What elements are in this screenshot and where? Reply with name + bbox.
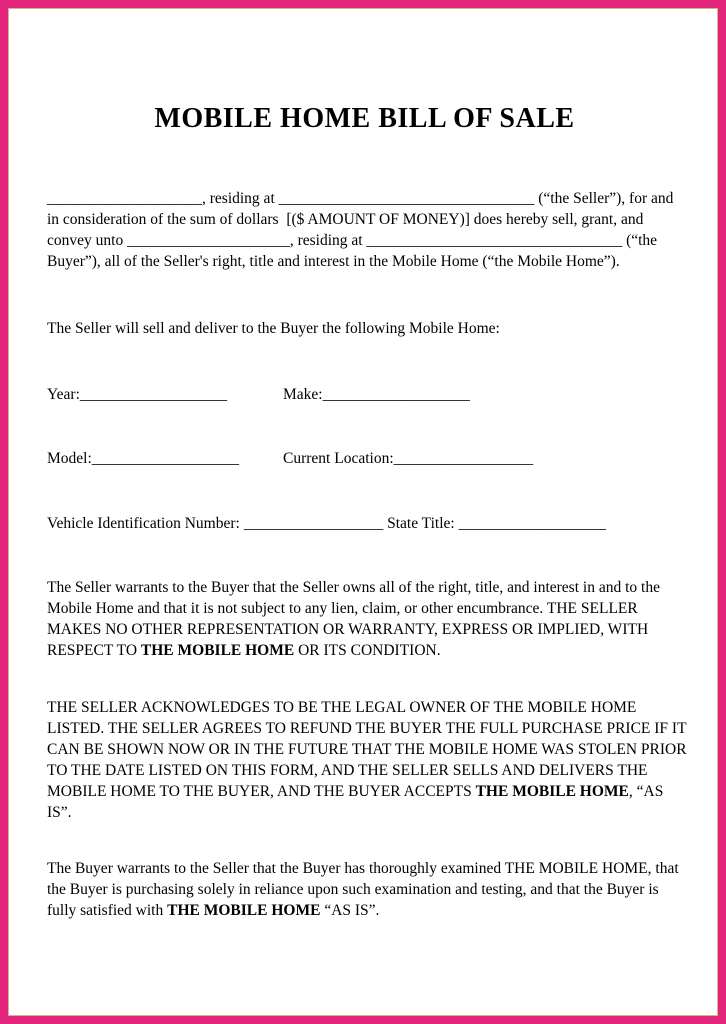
- acknowledgement-text: , “AS: [628, 783, 664, 800]
- model-field: [47, 448, 283, 469]
- buyer-name-blank[interactable]: _____________________: [127, 232, 290, 249]
- intro-line-1: [47, 188, 682, 209]
- field-row-year-make: [47, 384, 682, 405]
- location-label: Current Location:: [283, 450, 394, 467]
- intro-paragraph: [47, 188, 682, 272]
- state-title-label: State Title:: [387, 515, 459, 532]
- warranty-line-2: Mobile Home and that it is not subject to any lien, claim, or other encumbrance. THE SELLER: [47, 600, 638, 617]
- seller-address-blank[interactable]: _________________________________: [278, 190, 535, 207]
- location-blank[interactable]: __________________: [393, 450, 534, 467]
- buyer-warranty-line-1: The Buyer warrants to the Seller that the Buyer has thoroughly examined THE MOBILE HOME, that: [47, 860, 679, 877]
- intro-text: , residing at: [289, 232, 367, 249]
- acknowledgement-line-1: THE SELLER ACKNOWLEDGES TO BE THE LEGAL OWNER OF THE MOBILE HOME: [47, 699, 637, 716]
- buyer-warranty-text: “AS IS”.: [320, 902, 380, 919]
- acknowledgement-line-5: [47, 781, 682, 802]
- deliver-line: The Seller will sell and deliver to the Buyer the following Mobile Home:: [47, 320, 500, 337]
- intro-text: (“the Seller”), for and: [534, 190, 674, 207]
- buyer-address-blank[interactable]: _________________________________: [366, 232, 623, 249]
- warranty-line-1: The Seller warrants to the Buyer that the Seller owns all of the right, title, and interest in and to the: [47, 579, 660, 596]
- intro-text: (“the: [622, 232, 658, 249]
- vin-label: Vehicle Identification Number:: [47, 515, 244, 532]
- field-row-model-location: [47, 448, 682, 469]
- warranty-text: RESPECT TO: [47, 642, 141, 659]
- make-field: [283, 384, 470, 405]
- model-blank[interactable]: ___________________: [91, 450, 240, 467]
- model-label: Model:: [47, 450, 92, 467]
- field-row-vin-statetitle: [47, 513, 682, 534]
- acknowledgement-line-2: LISTED. THE SELLER AGREES TO REFUND THE BUYER THE FULL PURCHASE PRICE IF IT: [47, 720, 687, 737]
- state-title-blank[interactable]: ___________________: [458, 515, 606, 532]
- year-label: Year:: [47, 386, 80, 403]
- warranty-line-3: MAKES NO OTHER REPRESENTATION OR WARRANTY, EXPRESS OR IMPLIED, WITH: [47, 621, 649, 638]
- vin-blank[interactable]: __________________: [243, 515, 384, 532]
- acknowledgement-bold-phrase: THE MOBILE HOME: [475, 783, 629, 800]
- acknowledgement-text: MOBILE HOME TO THE BUYER, AND THE BUYER ACCEPTS: [47, 783, 476, 800]
- buyer-warranty-text: fully satisfied with: [47, 902, 168, 919]
- warranty-paragraph: [47, 577, 682, 661]
- acknowledgement-line-3: CAN BE SHOWN NOW OR IN THE FUTURE THAT THE MOBILE HOME WAS STOLEN PRIOR: [47, 741, 687, 758]
- warranty-text: OR ITS CONDITION.: [294, 642, 441, 659]
- acknowledgement-line-4: TO THE DATE LISTED ON THIS FORM, AND THE SELLER SELLS AND DELIVERS THE: [47, 762, 648, 779]
- location-field: [283, 448, 533, 469]
- year-blank[interactable]: ___________________: [79, 386, 228, 403]
- warranty-bold-phrase: THE MOBILE HOME: [140, 642, 295, 659]
- intro-text: , residing at: [202, 190, 279, 207]
- warranty-line-4: [47, 640, 682, 661]
- intro-line-4: Buyer”), all of the Seller's right, title and interest in the Mobile Home (“the Mobile Home”).: [47, 253, 620, 270]
- seller-name-blank[interactable]: ____________________: [47, 190, 202, 207]
- acknowledgement-paragraph: [47, 697, 687, 823]
- make-label: Make:: [283, 386, 323, 403]
- intro-line-3: [47, 230, 682, 251]
- buyer-warranty-line-3: [47, 900, 682, 921]
- buyer-warranty-paragraph: [47, 858, 682, 921]
- buyer-warranty-line-2: the Buyer is purchasing solely in reliance upon such examination and testing, and that the Buyer is: [47, 881, 659, 898]
- page-title: MOBILE HOME BILL OF SALE: [154, 103, 575, 134]
- make-blank[interactable]: ___________________: [322, 386, 470, 403]
- buyer-warranty-bold-phrase: THE MOBILE HOME: [167, 902, 321, 919]
- year-field: [47, 384, 283, 405]
- vin-field: [47, 513, 606, 534]
- document-page: [8, 103, 718, 1024]
- intro-text: convey unto: [47, 232, 128, 249]
- acknowledgement-line-6: IS”.: [47, 804, 72, 821]
- intro-line-2: in consideration of the sum of dollars [($ AMOUNT OF MONEY)] does hereby sell, grant, and: [47, 211, 644, 228]
